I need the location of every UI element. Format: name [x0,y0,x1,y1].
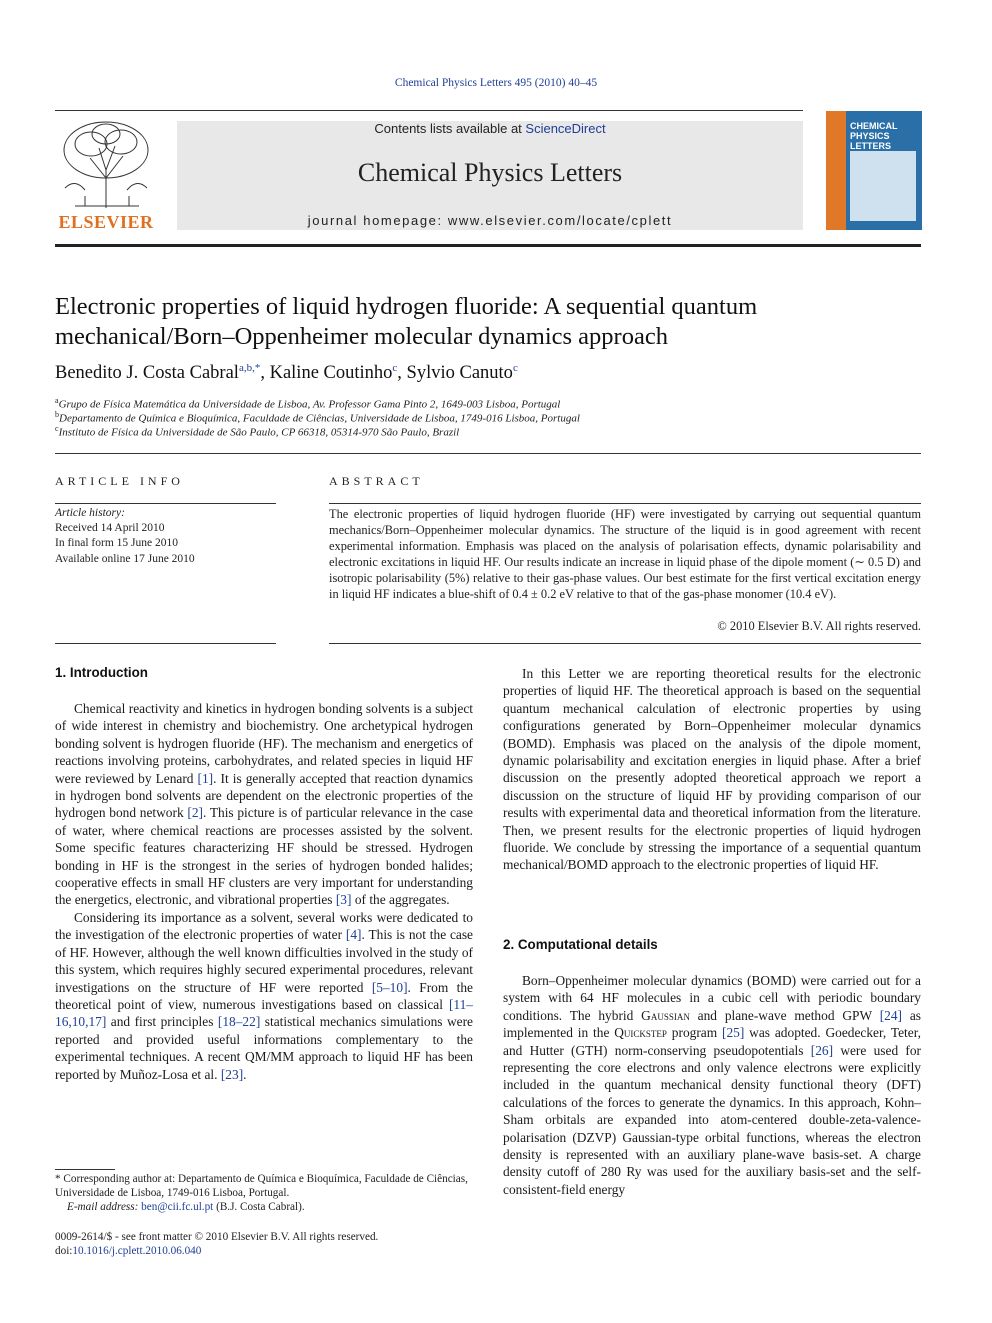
author-list: Benedito J. Costa Cabral$^{a,b,*}$, Kaline Coutinho$^c$, Sylvio Canuto$^c$ [55,362,518,384]
software-name: Gaussian [641,1007,690,1023]
received-date: Received 14 April 2010 [55,522,165,535]
citation-link[interactable]: [23] [220,1066,244,1082]
footnote-marker: * [55,1173,61,1185]
text-run: . It is generally accepted that reaction dynamics in hydrogen bond solvents are dependent on the electronic properties of the hydrogen bond network [55,770,473,821]
cover-figure [850,151,916,221]
cover-title [850,121,898,151]
abstract-text: The electronic properties of liquid hydrogen fluoride (HF) were investigated by carrying out sequential quantum mechanics/Born–Oppenheimer molecular dynamics. The structure of the liquid is in good agreement with recent experimental information. Emphasis was placed on the analysis of polarisation effects, dynamic polarisability and electronic excitations in liquid HF. Our results indicate an increase in liquid phase of the dipole moment (∼ 0.5 D) and isotropic polarisability (5%) relative to their gas-phase values. Our best estimate for the first vertical excitation energy in liquid HF indicates a blue-shift of 0.4 ± 0.2 eV relative to that of the gas-phase monomer (10.4 eV). [329,507,921,601]
citation-link[interactable]: [11–16,10,17] [55,996,473,1030]
corresponding-author-footnote [55,1172,473,1214]
affiliation-marker: b [55,410,59,419]
text-run: as implemented in the [503,1007,921,1041]
text-run: . This is not the case of HF. However, although the well known difficulties involved in the study of this system, which requires highly secured experimental procedures, relevant investigations on the structure of HF were reported [55,927,474,995]
footnote-email-line [55,1200,473,1214]
header-rule [55,110,803,111]
introduction-heading: 1. Introduction [55,665,148,680]
abstract-heading: ABSTRACT [329,474,424,488]
text-run: program [666,1025,723,1041]
citation-link[interactable]: [4] [345,927,362,943]
article-info-rule [55,503,276,504]
doi-label: doi: [55,1245,73,1257]
article-title [55,292,935,352]
affiliation [55,424,459,439]
citation-link[interactable]: [18–22] [217,1014,261,1030]
computational-paragraph [503,972,921,1198]
title-line: Electronic properties of liquid hydrogen fluoride: A sequential quantum [55,293,758,320]
text-run: . [243,1066,247,1082]
citation-link[interactable]: [24] [879,1007,902,1023]
computational-heading: 2. Computational details [503,937,658,952]
text-run: . From the theoretical point of view, numerous investigations based on classical [55,979,473,1012]
affiliation-text: Grupo de Física Matemática da Universidade de Lisboa, Av. Professor Gama Pinto 2, 1649-003 Lisboa, Portugal [58,398,561,411]
affiliation-marker: c [55,424,59,433]
footnote-rule [55,1169,115,1170]
bottom-metadata [55,1230,378,1258]
text-run: Born–Oppenheimer molecular dynamics (BOMD) were carried out for a system with 64 HF molecules in a cubic cell with periodic boundary conditions. The hybrid [503,973,921,1023]
contents-prefix: Contents lists available at [374,121,526,136]
doi-link[interactable]: 10.1016/j.cplett.2010.06.040 [72,1245,202,1257]
homepage-prefix: journal homepage: [307,213,448,228]
text-run: and first principles [106,1014,218,1030]
citation-link[interactable]: [1] [197,770,214,786]
citation-link[interactable]: [25] [722,1025,745,1041]
abstract-end-rule [329,643,921,644]
intro-paragraph: In this Letter we are reporting theoretical results for the electronic properties of liquid HF. The theoretical approach is based on the sequential quantum mechanical calculation of electronic properties by using configurations generated by Born–Oppenheimer molecular dynamics (BOMD). Emphasis was placed on the analysis of the dipole moment, dynamic polarisability and excitation energies in liquid phase. After a brief discussion on the presently adopted theoretical approach we report a discussion on the structure of liquid HF by providing comparison of our results with experimental data and theoretical information from the literature. Then, we present results for the electronic properties of liquid hydrogen fluoride. We conclude by stressing the importance of a sequential quantum mechanical/BOMD approach to the electronic properties of liquid HF. [503,666,921,873]
online-date: Available online 17 June 2010 [55,552,195,565]
email-suffix: (B.J. Costa Cabral). [213,1201,305,1213]
sciencedirect-link[interactable]: ScienceDirect [525,121,606,136]
abstract-rule [329,503,921,504]
affiliation [55,410,580,425]
citation-link[interactable]: [5–10] [371,979,408,995]
body-column-right [503,665,921,874]
author-name: Benedito J. Costa Cabral [55,363,239,384]
author-affil-marker[interactable]: c [392,362,398,374]
cover-stripe [826,111,846,230]
section-rule [55,453,921,454]
affiliation-text: Instituto de Física da Universidade de São Paulo, CP 66318, 05314-970 São Paulo, Brazil [58,426,460,439]
body-column-right-lower [503,972,921,1198]
article-info-end-rule [55,643,276,644]
text-run: Considering its importance as a solvent, several works were dedicated to the investigation of the electronic properties of water [55,909,473,943]
journal-name: Chemical Physics Letters [357,158,623,187]
email-link[interactable]: ben@cii.fc.ul.pt [141,1201,214,1213]
title-line: mechanical/Born–Oppenheimer molecular dynamics approach [55,323,668,350]
body-column-left [55,700,473,1083]
journal-cover-thumbnail[interactable] [826,111,922,230]
author-affil-marker[interactable]: c [512,362,518,374]
text-run: were used for representing the core electrons and only valence electrons were explicitly included in the quantum mechanical density functional theory (DFT) calculations of the forces to generate the dynamics. In this approach, Kohn–Sham orbitals are expanded into atom-centered double-zeta-valence-polarisation (DZVP) Gaussian-type orbital functions, whereas the electron density is represented with an auxiliary plane-wave basis-set. A charge density cutoff of 280 Ry was used for the auxiliary basis-set and the self-consistent-field energy [503,1042,922,1197]
affiliation-text: Departamento de Química e Bioquímica, Faculdade de Ciências, Universidade de Lisboa, 1749-016 Lisboa, Portugal [59,412,580,425]
citation-link[interactable]: [3] [335,892,352,908]
author-name: Sylvio Canuto [406,363,513,384]
footnote-line [55,1172,473,1200]
final-form-date: In final form 15 June 2010 [55,537,178,550]
software-name: Quickstep [614,1025,667,1041]
journal-reference[interactable]: Chemical Physics Letters 495 (2010) 40–45 [394,77,598,89]
intro-paragraph [55,909,473,1083]
journal-homepage [177,213,803,228]
article-info-heading: ARTICLE INFO [55,474,184,488]
issn-line: 0009-2614/$ - see front matter © 2010 Elsevier B.V. All rights reserved. [55,1231,379,1243]
article-history [55,506,195,567]
citation-link[interactable]: [26] [810,1042,834,1058]
history-label: Article history: [55,507,125,519]
text-run: . This picture is of particular relevance in the case of water, where chemical reactions are processes assisted by the solvent. Some specific features characterizing HF should be stressed. Hydrogen bonding in HF is the strongest in the series of hydrogen bonded halides; cooperative effects in small HF clusters are very important for understanding the energetics, electronic, and vibrational properties [55,805,473,908]
cover-title-line: LETTERS [850,141,892,151]
abstract-copyright: © 2010 Elsevier B.V. All rights reserved. [717,619,921,633]
doi-line [55,1244,378,1258]
cover-title-line: CHEMICAL [850,121,898,131]
contents-line [177,121,803,136]
email-label: E-mail address: [67,1201,139,1213]
homepage-url[interactable]: www.elsevier.com/locate/cplett [447,213,673,228]
author-affil-marker[interactable]: a,b,* [238,362,261,374]
cover-title-line: PHYSICS [850,131,890,141]
affiliation [55,396,560,411]
text-run: was adopted. Goedecker, Teter, and Hutter (GTH) norm-conserving pseudopotentials [503,1025,921,1058]
elsevier-wordmark: ELSEVIER [58,212,154,232]
text-run: of the aggregates. [351,892,450,908]
affiliation-marker: a [55,396,59,405]
footnote-text: Corresponding author at: Departamento de Química e Bioquímica, Faculdade de Ciências, Universidade de Lisboa, 1749-016 Lisboa, Portugal. [55,1173,468,1199]
text-run: and plane-wave method GPW [689,1007,880,1023]
text-run: Chemical reactivity and kinetics in hydrogen bonding solvents is a subject of wide interest in chemistry and biochemistry. One archetypical hydrogen bonding solvent is hydrogen fluoride (HF). The mechanism and energetics of reactions involving proteins, carbohydrates, and related species in liquid HF were reviewed by Lenard [55,701,473,786]
author-name: Kaline Coutinho [269,363,393,384]
text-run: statistical mechanics simulations were reported and provided useful informations complementary to the experimental techniques. A recent QM/MM approach to liquid HF has been reported by Muñoz-Losa et al. [55,1014,473,1082]
citation-link[interactable]: [2] [187,805,203,821]
intro-paragraph [55,700,473,909]
header-thick-rule [55,244,921,247]
